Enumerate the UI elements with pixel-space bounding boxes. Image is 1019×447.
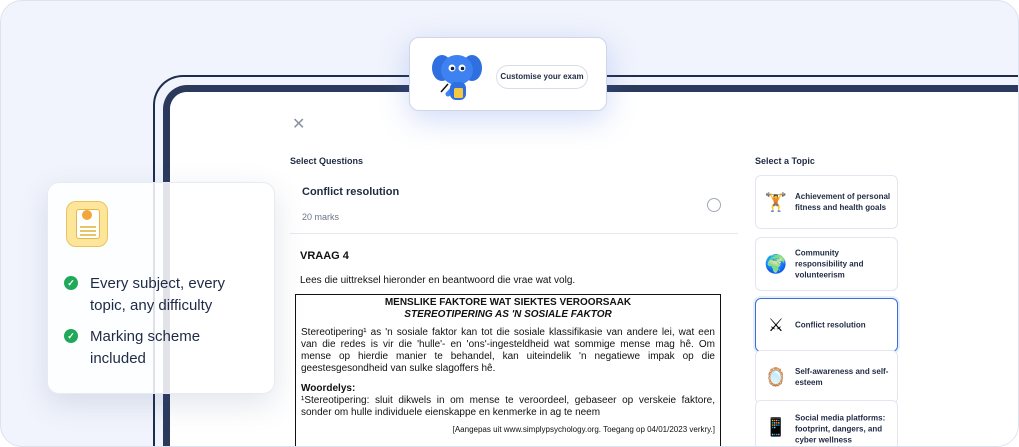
topic-label: Community responsibility and volunteerism xyxy=(795,248,864,280)
check-icon: ✓ xyxy=(64,329,78,343)
feature-text: Marking scheme included xyxy=(90,328,201,367)
exam-builder-screen xyxy=(170,92,1019,447)
feature-text: Every subject, every topic, any difficulty xyxy=(90,275,226,314)
extract-source: [Aangepas uit www.simplypsychology.org. Toegang op 04/01/2023 verkry.] xyxy=(452,425,715,434)
document-badge-icon xyxy=(66,201,108,247)
topic-card-community[interactable] xyxy=(755,237,898,291)
weightlifter-icon: 🏋 xyxy=(764,192,788,212)
glossary-heading: Woordelys: xyxy=(301,383,356,394)
social-media-icon: 📱 xyxy=(764,417,788,437)
topic-label: Conflict resolution xyxy=(795,320,866,330)
speech-bubble: Customise your exam xyxy=(496,65,588,89)
question-title: Conflict resolution xyxy=(302,186,400,198)
topic-card-self-awareness[interactable] xyxy=(755,350,898,404)
select-topic-label: Select a Topic xyxy=(755,156,815,166)
feature-card xyxy=(47,182,275,394)
document-instruction: Lees die uittreksel hieronder en beantwoord die vrae wat volg. xyxy=(300,275,576,286)
person-mirror-icon: 🪞 xyxy=(764,367,788,387)
topic-label: Achievement of personal fitness and health goals xyxy=(795,192,891,212)
question-card[interactable] xyxy=(290,170,738,234)
topic-label: Social media platforms: footprint, dangers, and cyber wellness xyxy=(795,413,886,445)
device-frame xyxy=(163,85,1019,447)
question-marks: 20 marks xyxy=(302,212,340,222)
customise-popup xyxy=(409,37,607,111)
extract-paragraph: Stereotipering¹ as 'n sosiale faktor kan tot die sosiale klassifikasie van andere lei, wat een van die redes is vir die 'hulle'- en 'ons'-ingesteldheid wat sommige mense mag hê. Om mense op hierdie manier te behandel, kan uiteindelik 'n negatiewe impak op die geestesgesondheid van sulke slagoffers hê. xyxy=(301,327,715,374)
document-heading: VRAAG 4 xyxy=(300,250,349,262)
elephant-mascot-icon xyxy=(428,48,488,106)
people-conflict-icon: ⚔ xyxy=(767,315,785,335)
check-icon: ✓ xyxy=(64,276,78,290)
topic-card-conflict-resolution[interactable] xyxy=(755,298,898,352)
close-icon[interactable]: ✕ xyxy=(292,116,306,133)
topic-card-social-media[interactable] xyxy=(755,400,898,447)
glossary-text: ¹Stereotipering: sluit dikwels in om mense te veroordeel, gebaseer op verskeie faktore, sonder om hulle individuele eienskappe en kenmerke in ag te neem xyxy=(301,395,715,418)
topic-label: Self-awareness and self-esteem xyxy=(795,367,889,387)
globe-people-icon: 🌍 xyxy=(764,254,788,274)
extract-box xyxy=(295,294,721,447)
extract-subtitle: STEREOTIPERING AS 'N SOSIALE FAKTOR xyxy=(404,309,612,320)
select-questions-label: Select Questions xyxy=(290,156,364,166)
question-select-radio[interactable] xyxy=(707,198,721,212)
topic-card-fitness[interactable] xyxy=(755,175,898,229)
extract-title: MENSLIKE FAKTORE WAT SIEKTES VEROORSAAK xyxy=(384,297,632,308)
